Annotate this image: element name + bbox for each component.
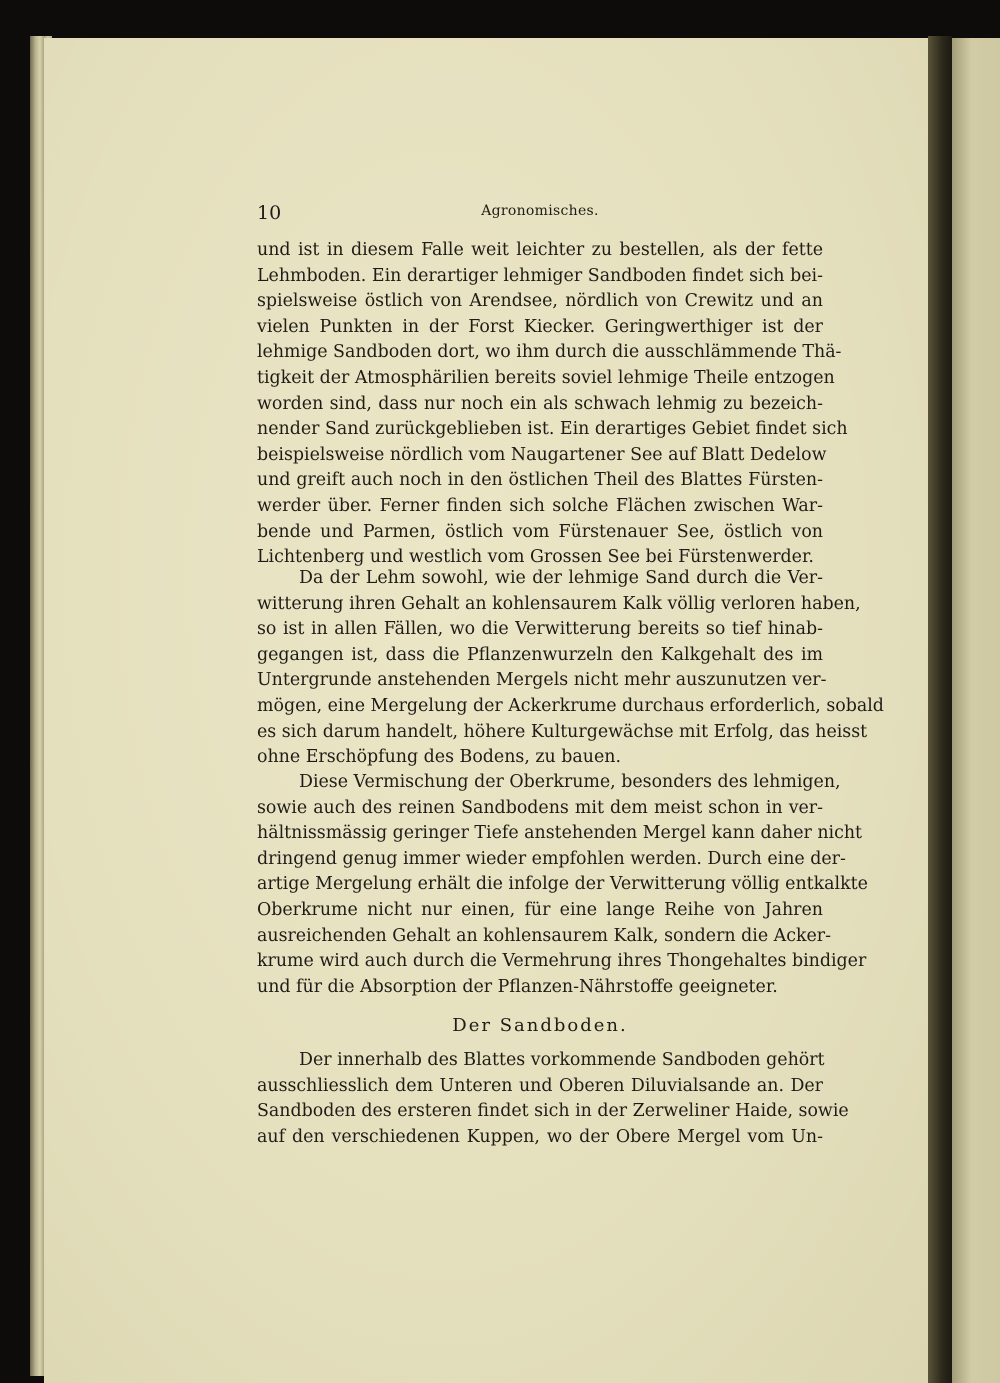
text-line: spielsweise östlich von Arendsee, nördlich von Crewitz und an xyxy=(257,291,823,312)
text-line: es sich darum handelt, höhere Kulturgewächse mit Erfolg, das heisst xyxy=(257,721,868,742)
text-line: worden sind, dass nur noch ein als schwach lehmig zu bezeich- xyxy=(257,393,823,414)
text-line: krume wird auch durch die Vermehrung ihres Thongehaltes bindiger xyxy=(257,951,867,972)
text-line: mögen, eine Mergelung der Ackerkrume durchaus erforderlich, sobald xyxy=(257,695,884,716)
text-line: Oberkrume nicht nur einen, für eine lange Reihe von Jahren xyxy=(257,899,823,920)
text-line: ausschliesslich dem Unteren und Oberen Diluvialsande an. Der xyxy=(257,1075,823,1096)
next-page-edge xyxy=(952,38,1000,1383)
text-line: hältnissmässig geringer Tiefe anstehenden Mergel kann daher nicht xyxy=(257,823,863,844)
page-number: 10 xyxy=(257,202,282,224)
running-head: Agronomisches. xyxy=(481,203,599,219)
text-line: witterung ihren Gehalt an kohlensaurem Kalk völlig verloren haben, xyxy=(257,593,861,614)
text-line: Diese Vermischung der Oberkrume, besonders des lehmigen, xyxy=(299,772,841,792)
text-line: und greift auch noch in den östlichen Theil des Blattes Fürsten- xyxy=(257,470,823,491)
page-header xyxy=(257,200,823,228)
text-line: auf den verschiedenen Kuppen, wo der Obere Mergel vom Un- xyxy=(257,1126,823,1147)
text-line: ausreichenden Gehalt an kohlensaurem Kalk, sondern die Acker- xyxy=(257,925,831,946)
text-line: Lehmboden. Ein derartiger lehmiger Sandboden findet sich bei- xyxy=(257,265,823,286)
text-line: lehmige Sandboden dort, wo ihm durch die ausschlämmende Thä- xyxy=(257,342,842,363)
text-line: Lichtenberg und westlich vom Grossen See bei Fürstenwerder. xyxy=(257,547,814,568)
text-line: dringend genug immer wieder empfohlen werden. Durch eine der- xyxy=(257,848,846,869)
text-line: werder über. Ferner finden sich solche Flächen zwischen War- xyxy=(257,495,823,516)
paragraph-4 xyxy=(257,1048,849,1150)
text-line: Untergrunde anstehenden Mergels nicht mehr auszunutzen ver- xyxy=(257,670,827,691)
text-line: Da der Lehm sowohl, wie der lehmige Sand durch die Ver- xyxy=(299,568,823,588)
text-line: und ist in diesem Falle weit leichter zu bestellen, als der fette xyxy=(257,240,823,260)
text-line: Sandboden des ersteren findet sich in der Zerweliner Haide, sowie xyxy=(257,1101,849,1122)
text-line: vielen Punkten in der Forst Kiecker. Geringwerthiger ist der xyxy=(257,316,823,337)
text-line: beispielsweise nördlich vom Naugartener See auf Blatt Dedelow xyxy=(257,444,827,465)
book-gutter xyxy=(928,36,952,1383)
text-line: nender Sand zurückgeblieben ist. Ein derartiges Gebiet findet sich xyxy=(257,419,848,440)
text-line: gegangen ist, dass die Pflanzenwurzeln den Kalkgehalt des im xyxy=(257,644,823,665)
paragraph-2 xyxy=(257,566,884,771)
text-line: bende und Parmen, östlich vom Fürstenauer See, östlich von xyxy=(257,521,823,542)
text-line: und für die Absorption der Pflanzen-Nährstoffe geeigneter. xyxy=(257,976,778,997)
paragraph-3 xyxy=(257,770,868,1000)
text-line: so ist in allen Fällen, wo die Verwitterung bereits so tief hinab- xyxy=(257,619,823,640)
text-line: ohne Erschöpfung des Bodens, zu bauen. xyxy=(257,747,622,768)
text-line: sowie auch des reinen Sandbodens mit dem meist schon in ver- xyxy=(257,797,823,818)
text-line: Der innerhalb des Blattes vorkommende Sandboden gehört xyxy=(299,1050,825,1070)
text-line: artige Mergelung erhält die infolge der Verwitterung völlig entkalkte xyxy=(257,874,868,895)
paragraph-1 xyxy=(257,238,848,571)
text-line: tigkeit der Atmosphärilien bereits soviel lehmige Theile entzogen xyxy=(257,367,835,388)
section-title: Der Sandboden. xyxy=(452,1015,628,1036)
